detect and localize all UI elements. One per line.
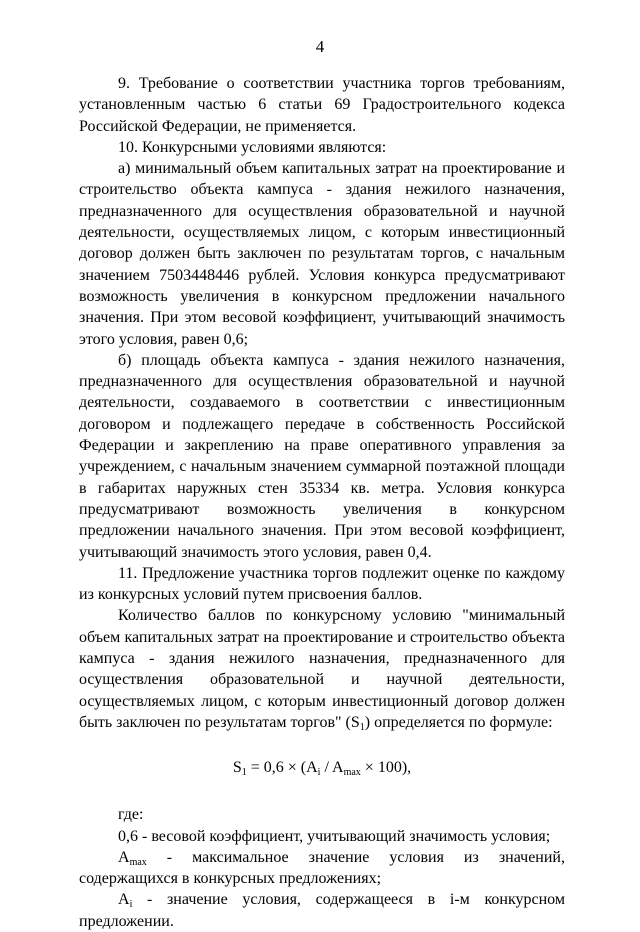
paragraph-10b: б) площадь объекта кампуса - здания нежилого назначения, предназначенного для осуществления образовательной и научной деятельности, создаваемого в соответствии с инвестиционным договором и подлежащего передаче в собственность Российской Федерации и закреплению на праве оперативного управления за учреждением, с начальным значением суммарной поэтажной площади в габаритах наружных стен 35334 кв. метра. Условия конкурса предусматривают возможность увеличения в конкурсном предложении начального значения. При этом весовой коэффициент, учитывающий значимость этого условия, равен 0,4. (79, 351, 565, 561)
paragraph-9: 9. Требование о соответствии участника торгов требованиям, установленным частью 6 статьи 69 Градостроительного кодекса Российской Федерации, не применяется. (79, 75, 565, 135)
document-body (79, 73, 565, 932)
definition-coefficient: 0,6 - весовой коэффициент, учитывающий значимость условия; (118, 827, 551, 845)
formula-ai-sub: i (317, 767, 321, 779)
formula-part2: / A (320, 759, 344, 777)
amax-text: - максимальное значение условия из значений, содержащихся в конкурсных предложениях; (79, 848, 565, 888)
formula-part1: = 0,6 × (A (246, 759, 318, 777)
formula-s-sub: 1 (241, 767, 247, 779)
amax-subscript: max (129, 856, 147, 868)
paragraph-11: 11. Предложение участника торгов подлежит оценке по каждому из конкурсных условий путем присвоения баллов. (79, 564, 565, 604)
formula-part3: × 100), (360, 759, 412, 777)
page-number: 4 (315, 37, 325, 56)
ai-subscript: i (129, 899, 133, 911)
where-label: где: (118, 806, 144, 824)
amax-symbol: A (118, 848, 130, 866)
ai-text: - значение условия, содержащееся в i-м конкурсном предложении. (79, 891, 565, 930)
formula-max-sub: max (343, 767, 361, 779)
definition-ai (79, 889, 565, 932)
formula-s: S (232, 759, 242, 777)
paragraph-score-count (79, 605, 565, 733)
score-text: Количество баллов по конкурсному условию "минимальный объем капитальных затрат на проектирование и строительство объекта кампуса - здания нежилого назначения, предназначенного для осуществления образовательной и научной деятельности, осуществляемых лицом, с которым инвестиционный договор должен быть заключен по результатам торгов" (S (79, 607, 565, 731)
ai-symbol: A (118, 891, 130, 909)
paragraph-10a: а) минимальный объем капитальных затрат на проектирование и строительство объекта кампуса - здания нежилого назначения, предназначенного для осуществления образовательной и научной деятельности, осуществляемых лицом, с которым инвестиционный договор должен быть заключен по результатам торгов, с начальным значением 7503448446 рублей. Условия конкурса предусматривают возможность увеличения в конкурсном предложении начального значения. При этом весовой коэффициент, учитывающий значимость этого условия, равен 0,6; (79, 160, 565, 348)
score-tail: ) определяется по формуле: (364, 713, 553, 731)
definition-amax (79, 847, 565, 890)
score-subscript: 1 (359, 721, 365, 733)
formula (79, 757, 565, 778)
paragraph-10: 10. Конкурсными условиями являются: (118, 138, 387, 156)
